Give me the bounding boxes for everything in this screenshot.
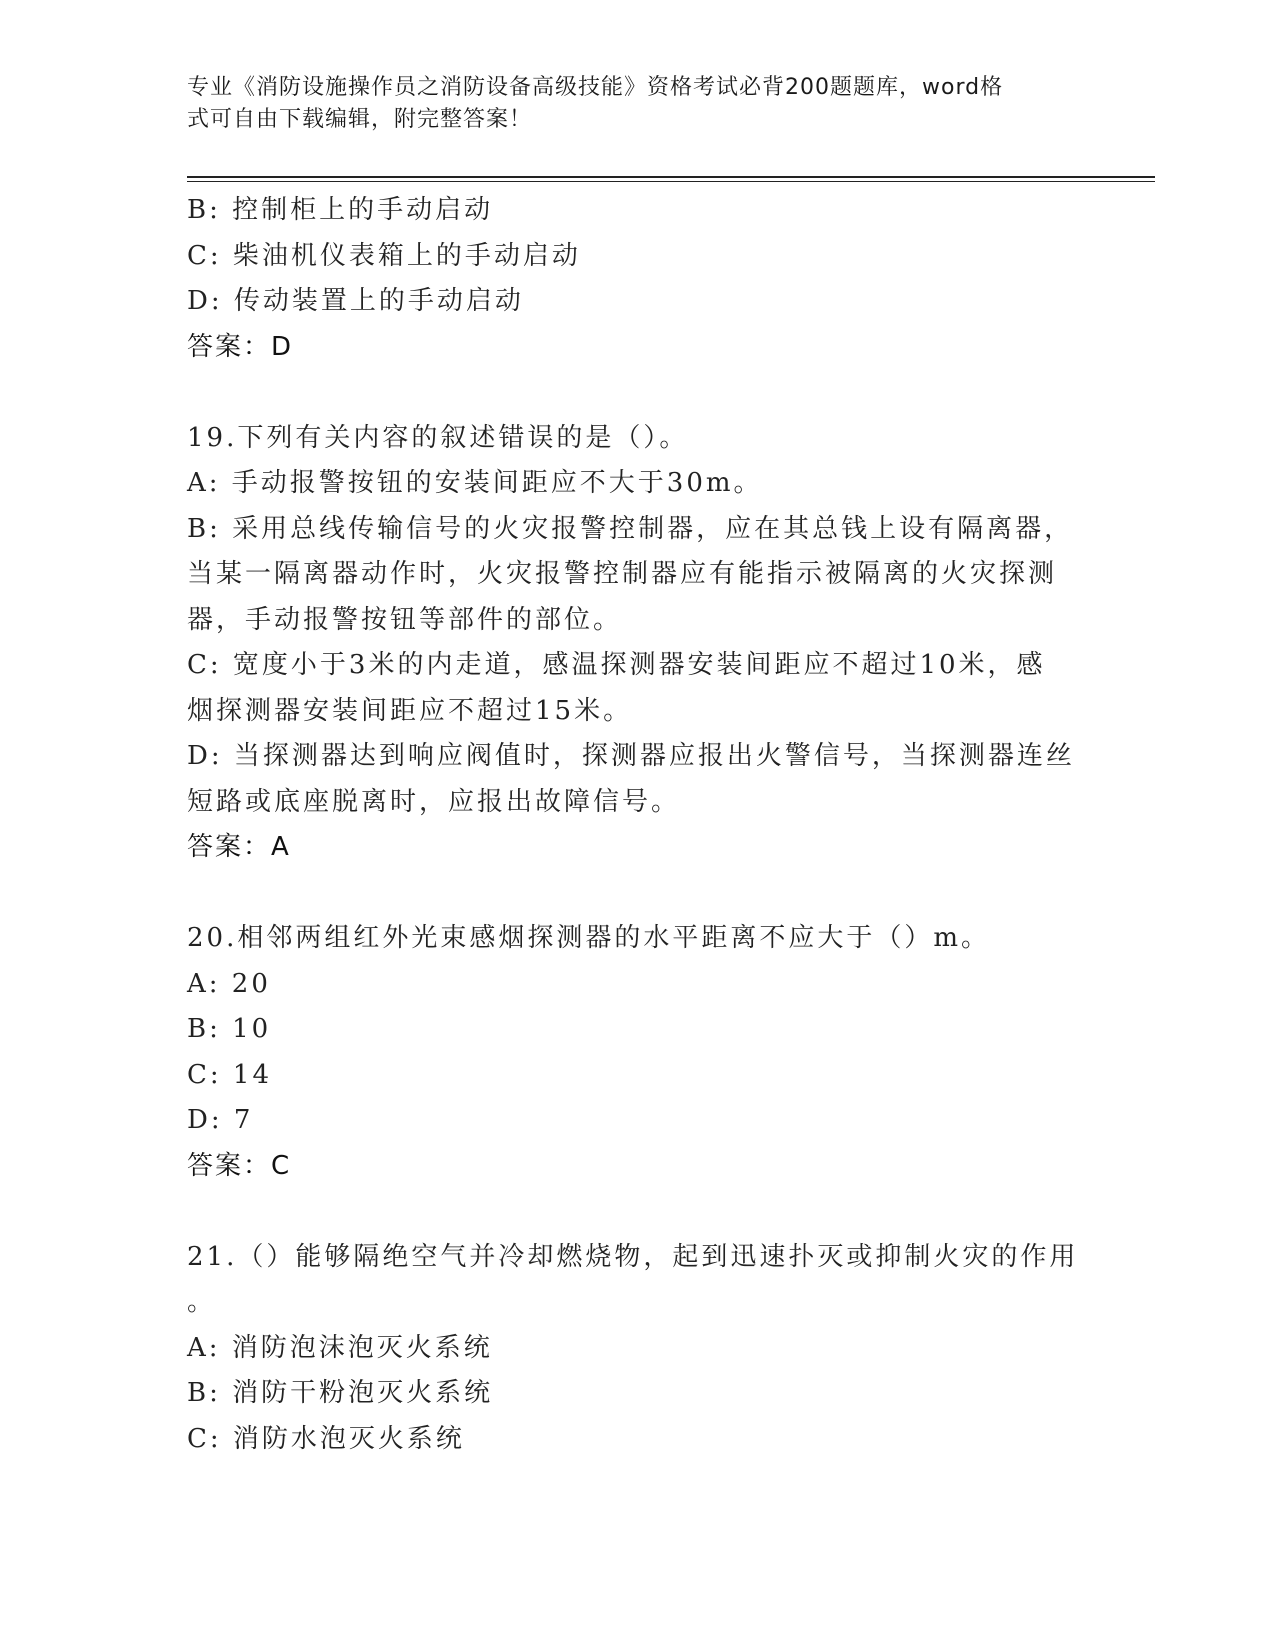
header-divider-thick — [187, 176, 1155, 178]
option-d: D: 当探测器达到响应阀值时，探测器应报出火警信号，当探测器连丝 — [187, 741, 1075, 771]
question-19-block — [187, 416, 1087, 871]
option-c: C: 柴油机仪表箱上的手动启动 — [187, 240, 581, 271]
header-line-1: 专业《消防设施操作员之消防设备高级技能》资格考试必背200题题库，word格 — [187, 75, 1004, 100]
option-b-continued: 当某一隔离器动作时，火灾报警控制器应有能指示被隔离的火灾探测 — [187, 559, 1058, 589]
spacer — [187, 1189, 1087, 1235]
question-21-block — [187, 1235, 1087, 1463]
answer: 答案：C — [187, 1150, 292, 1181]
option-c: C: 14 — [187, 1059, 273, 1090]
header-divider-thin — [187, 181, 1155, 182]
question-20-block — [187, 916, 1087, 1189]
question-stem-continued: 。 — [187, 1287, 217, 1317]
answer: 答案：D — [187, 331, 294, 362]
option-b: B: 控制柜上的手动启动 — [187, 195, 494, 225]
option-b: B: 10 — [187, 1014, 272, 1044]
header-line-2: 式可自由下载编辑，附完整答案！ — [187, 107, 533, 132]
question-stem: 19.下列有关内容的叙述错误的是（）。 — [187, 422, 689, 453]
option-a: A: 20 — [187, 968, 271, 999]
option-d: D: 7 — [187, 1105, 254, 1135]
option-a: A: 手动报警按钮的安装间距应不大于30m。 — [187, 468, 763, 498]
question-18-block — [187, 188, 1087, 370]
spacer — [187, 871, 1087, 917]
option-a: A: 消防泡沫泡灭火系统 — [187, 1332, 493, 1363]
option-b: B: 消防干粉泡灭火系统 — [187, 1378, 494, 1408]
document-body — [187, 188, 1087, 1462]
question-stem: 21.（）能够隔绝空气并冷却燃烧物，起到迅速扑灭或抑制火灾的作用 — [187, 1241, 1079, 1272]
option-c: C: 宽度小于3米的内走道，感温探测器安装间距应不超过10米，感 — [187, 650, 1046, 680]
option-d-continued: 短路或底座脱离时，应报出故障信号。 — [187, 786, 681, 817]
option-c-continued: 烟探测器安装间距应不超过15米。 — [187, 695, 633, 726]
answer: 答案：A — [187, 832, 291, 862]
question-stem: 20.相邻两组红外光束感烟探测器的水平距离不应大于（）m。 — [187, 923, 991, 953]
spacer — [187, 370, 1087, 416]
option-b-continued: 器，手动报警按钮等部件的部位。 — [187, 604, 623, 635]
document-header — [187, 72, 1067, 136]
option-b: B: 采用总线传输信号的火灾报警控制器，应在其总钱上设有隔离器， — [187, 513, 1074, 544]
option-c: C: 消防水泡灭火系统 — [187, 1423, 465, 1454]
option-d: D: 传动装置上的手动启动 — [187, 286, 524, 316]
